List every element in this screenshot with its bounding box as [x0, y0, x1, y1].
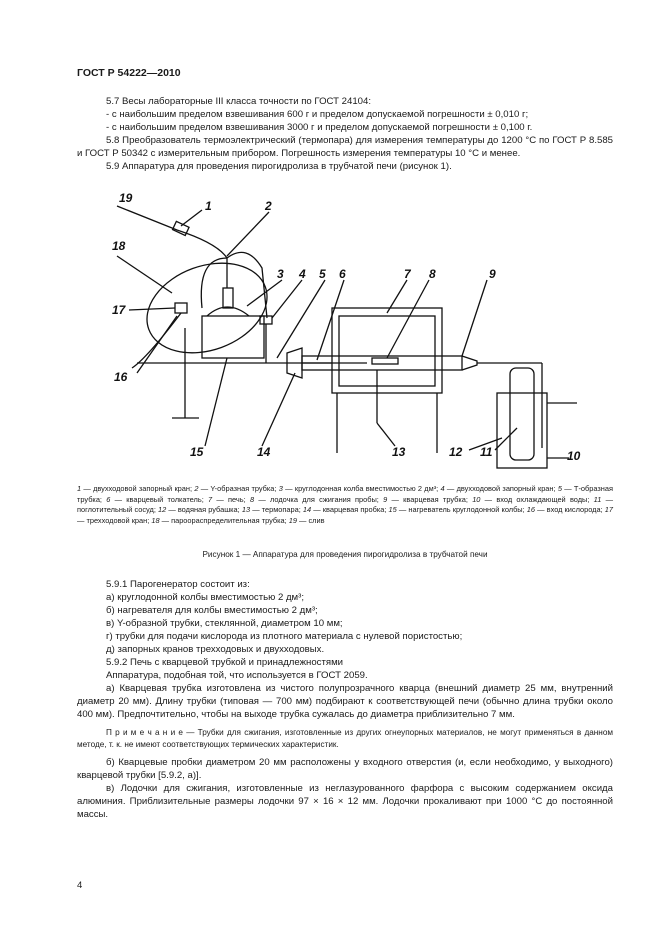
drain-line: [117, 206, 227, 258]
figure-label: 17: [112, 303, 126, 317]
leader-line: [181, 210, 202, 226]
legend-item: 13 — термопара;: [241, 505, 303, 515]
section-5-9-2-intro: Аппаратура, подобная той, что используется в ГОСТ 2059.: [106, 670, 368, 681]
flask-heater: [202, 316, 264, 358]
figure-label: 9: [489, 267, 496, 281]
figure-label: 13: [392, 445, 406, 459]
page-number: 4: [77, 880, 83, 891]
note: [77, 727, 613, 750]
legend-item: 7 — печь;: [208, 494, 250, 504]
legend-item: 3 — круглодонная колба вместимостью 2 дм³;: [278, 484, 441, 493]
three-way-valve: [175, 303, 187, 313]
legend-item: 5 — Т-образная трубка;: [77, 484, 613, 504]
furnace: [332, 308, 442, 393]
section-5-9-2-title: 5.9.2 Печь с кварцевой трубкой и принадлежностями: [106, 657, 344, 668]
section-5-9-1: [77, 578, 613, 821]
figure-label: 4: [299, 267, 306, 281]
figure-label: 5: [319, 267, 326, 281]
figure-label: 18: [112, 239, 126, 253]
figure-label: 3: [277, 267, 284, 281]
leader-line: [272, 280, 302, 318]
legend-item: 2 — Y-образная трубка;: [194, 484, 279, 493]
figure-label: 11: [480, 445, 493, 459]
legend-item: 4 — двухходовой запорный кран;: [440, 484, 558, 493]
leader-line: [277, 280, 325, 358]
leader-line: [262, 373, 295, 446]
figure-label: 2: [265, 199, 272, 213]
legend-item: 19 — слив: [288, 515, 325, 525]
paragraph-c: в) Лодочки для сжигания, изготовленные из неглазурованного фарфора с высоким содержанием оксида алюминия. Приблизительные размеры лодочки 97 × 16 × 12 мм. Лодочки прокаливают при 1000 °С до постоянной массы.: [77, 783, 613, 820]
steam-distribution-tube: [134, 247, 279, 368]
section-5-7: [77, 95, 613, 173]
note-label: П р и м е ч а н и е: [106, 728, 183, 737]
figure-legend: [77, 484, 613, 526]
figure-label: 10: [567, 449, 581, 463]
figure-caption: Рисунок 1 — Аппаратура для проведения пирогидролиза в трубчатой печи: [202, 550, 488, 559]
list-item: а) круглодонной колбы вместимостью 2 дм³;: [106, 592, 305, 603]
two-way-valve-1: [173, 221, 189, 235]
list-item: д) запорных кранов трехходовых и двухходовых.: [106, 644, 325, 655]
figure-label: 6: [339, 267, 346, 281]
leader-line: [462, 280, 487, 356]
absorption-vessel: [510, 368, 534, 460]
figure-label: 15: [190, 445, 204, 459]
legend-item: 8 — лодочка для сжигания пробы;: [249, 494, 384, 504]
leader-line: [137, 316, 177, 373]
legend-item: 1 — двухходовой запорный кран;: [77, 484, 195, 493]
figure-label: 7: [404, 267, 411, 281]
figure-label: 14: [257, 445, 271, 459]
figure-label: 1: [205, 199, 212, 213]
legend-item: 10 — вход охлаждающей воды;: [472, 494, 594, 504]
leader-line: [129, 308, 175, 310]
water-jacket: [497, 393, 547, 468]
leader-line: [205, 358, 227, 446]
figure-label: 12: [449, 445, 463, 459]
paragraph-a: а) Кварцевая трубка изготовлена из чистого полупрозрачного кварца (внешний диаметр 25 мм, внутренний диаметр 20 мм). Длину трубки (типовая — 700 мм) подбирают к соответствующей печи (обычно длина трубки около 400 мм). Предпочтительно, чтобы на выходе трубка сужалась до диаметра приблизительно 7 мм.: [77, 683, 613, 720]
combustion-boat: [372, 358, 398, 364]
section-5-9: 5.9 Аппаратура для проведения пирогидролиза в трубчатой печи (рисунок 1).: [106, 161, 452, 172]
legend-item: 18 — пароораспределительная трубка;: [151, 515, 289, 525]
section-5-7-title: 5.7 Весы лабораторные III класса точности по ГОСТ 24104:: [106, 96, 372, 107]
figure-label: 19: [119, 191, 133, 205]
leader-line: [387, 280, 429, 358]
list-item: б) нагревателя для колбы вместимостью 2 дм³;: [106, 605, 318, 616]
legend-item: 16 — вход кислорода;: [526, 505, 605, 515]
furnace-inner: [339, 316, 435, 386]
section-5-8: 5.8 Преобразователь термоэлектрический (термопара) для измерения температуры до 1200 °С по ГОСТ Р 8.585 и ГОСТ Р 50342 с измерительным прибором. Погрешность измерения температуры 10 °С и менее.: [77, 135, 613, 159]
section-5-9-1-title: 5.9.1 Парогенератор состоит из:: [106, 579, 250, 590]
document-header: ГОСТ Р 54222—2010: [77, 67, 181, 79]
list-item: г) трубки для подачи кислорода из плотного материала с нулевой пористостью;: [106, 631, 463, 642]
section-5-7-item: - с наибольшим пределом взвешивания 600 г и пределом допускаемой погрешности ± 0,010 г;: [106, 109, 529, 120]
quartz-tube-outlet: [462, 356, 477, 370]
apparatus-figure: [77, 188, 607, 478]
note-text: — Трубки для сжигания, изготовленные из других огнеупорных материалов, не могут применяться в данном методе, т. к. не имеют соответствующих термических характеристик.: [77, 728, 613, 749]
section-5-7-item: - с наибольшим пределом взвешивания 3000 г и пределом допускаемой погрешности ± 0,100 г.: [106, 122, 533, 133]
leader-line: [377, 423, 395, 446]
leader-line: [117, 256, 172, 293]
two-way-valve-4: [260, 316, 272, 324]
legend-item: 17 — трехходовой кран;: [77, 505, 614, 525]
leader-line: [317, 280, 344, 360]
figure-label: 8: [429, 267, 436, 281]
flask-neck: [223, 288, 233, 308]
legend-item: 15 — нагреватель круглодонной колбы;: [388, 505, 527, 515]
legend-item: 14 — кварцевая пробка;: [302, 505, 389, 515]
legend-item: 6 — кварцевый толкатель;: [106, 494, 209, 504]
list-item: в) Y-образной трубки, стеклянной, диаметром 10 мм;: [106, 618, 343, 629]
legend-item: 12 — водяная рубашка;: [157, 505, 242, 515]
leader-line: [227, 212, 269, 256]
figure-label: 16: [114, 370, 128, 384]
legend-item: 9 — кварцевая трубка;: [383, 494, 473, 504]
legend-item: 11 — поглотительный сосуд;: [77, 494, 613, 515]
paragraph-b: б) Кварцевые пробки диаметром 20 мм расположены у входного отверстия (и, если необходимо, у выходного) кварцевой трубки [5.9.2, а)].: [77, 757, 613, 781]
